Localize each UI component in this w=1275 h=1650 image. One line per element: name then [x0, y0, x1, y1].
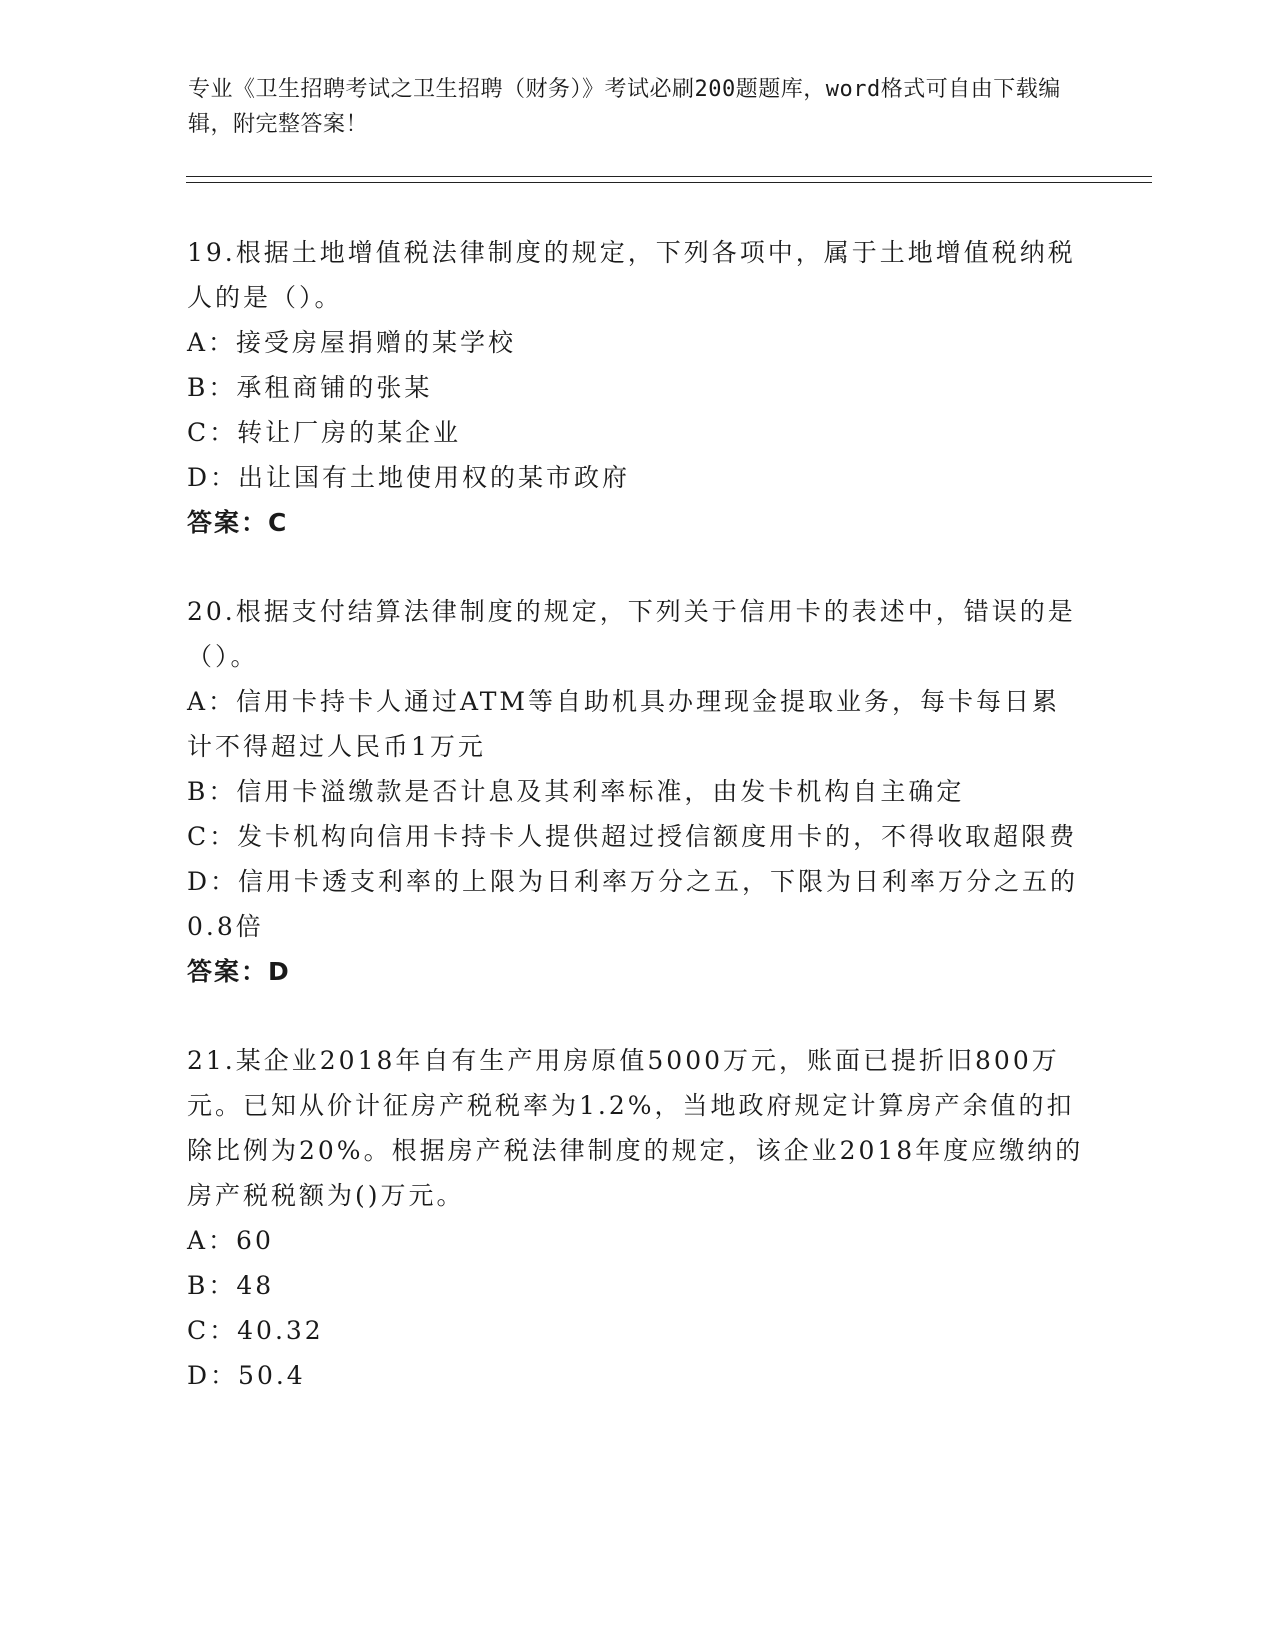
- option-a: A：接受房屋捐赠的某学校: [187, 328, 517, 357]
- question-19: [187, 230, 1087, 545]
- document-header: 专业《卫生招聘考试之卫生招聘（财务）》考试必刷200题题库，word格式可自由下载编辑，附完整答案！: [188, 77, 1061, 137]
- option-a: A：60: [187, 1226, 274, 1255]
- header-divider-top: [186, 176, 1152, 177]
- question-21: [187, 1038, 1087, 1398]
- option-a: A：信用卡持卡人通过ATM等自助机具办理现金提取业务，每卡每日累计不得超过人民币1万元: [187, 687, 1061, 761]
- option-d: D：信用卡透支利率的上限为日利率万分之五，下限为日利率万分之五的0.8倍: [187, 867, 1079, 941]
- question-stem: 20.根据支付结算法律制度的规定，下列关于信用卡的表述中，错误的是（）。: [187, 597, 1076, 671]
- answer-label: 答案：C: [187, 508, 289, 537]
- header-divider-bottom: [186, 182, 1152, 183]
- question-stem: 21.某企业2018年自有生产用房原值5000万元，账面已提折旧800万元。已知从价计征房产税税率为1.2%，当地政府规定计算房产余值的扣除比例为20%。根据房产税法律制度的规定，该企业2018年度应缴纳的房产税税额为()万元。: [187, 1046, 1084, 1210]
- option-d: D：出让国有土地使用权的某市政府: [187, 463, 631, 492]
- question-stem: 19.根据土地增值税法律制度的规定，下列各项中，属于土地增值税纳税人的是（）。: [187, 238, 1076, 312]
- option-b: B：48: [187, 1271, 275, 1300]
- option-c: C：转让厂房的某企业: [187, 418, 462, 447]
- question-spacer: [187, 994, 1087, 1038]
- option-c: C：发卡机构向信用卡持卡人提供超过授信额度用卡的，不得收取超限费: [187, 822, 1078, 851]
- option-b: B：承租商铺的张某: [187, 373, 433, 402]
- question-20: [187, 589, 1087, 994]
- option-d: D：50.4: [187, 1361, 306, 1390]
- question-spacer: [187, 545, 1087, 589]
- answer-label: 答案：D: [187, 957, 291, 986]
- question-list: [187, 230, 1087, 1398]
- option-c: C：40.32: [187, 1316, 324, 1345]
- option-b: B：信用卡溢缴款是否计息及其利率标准，由发卡机构自主确定: [187, 777, 965, 806]
